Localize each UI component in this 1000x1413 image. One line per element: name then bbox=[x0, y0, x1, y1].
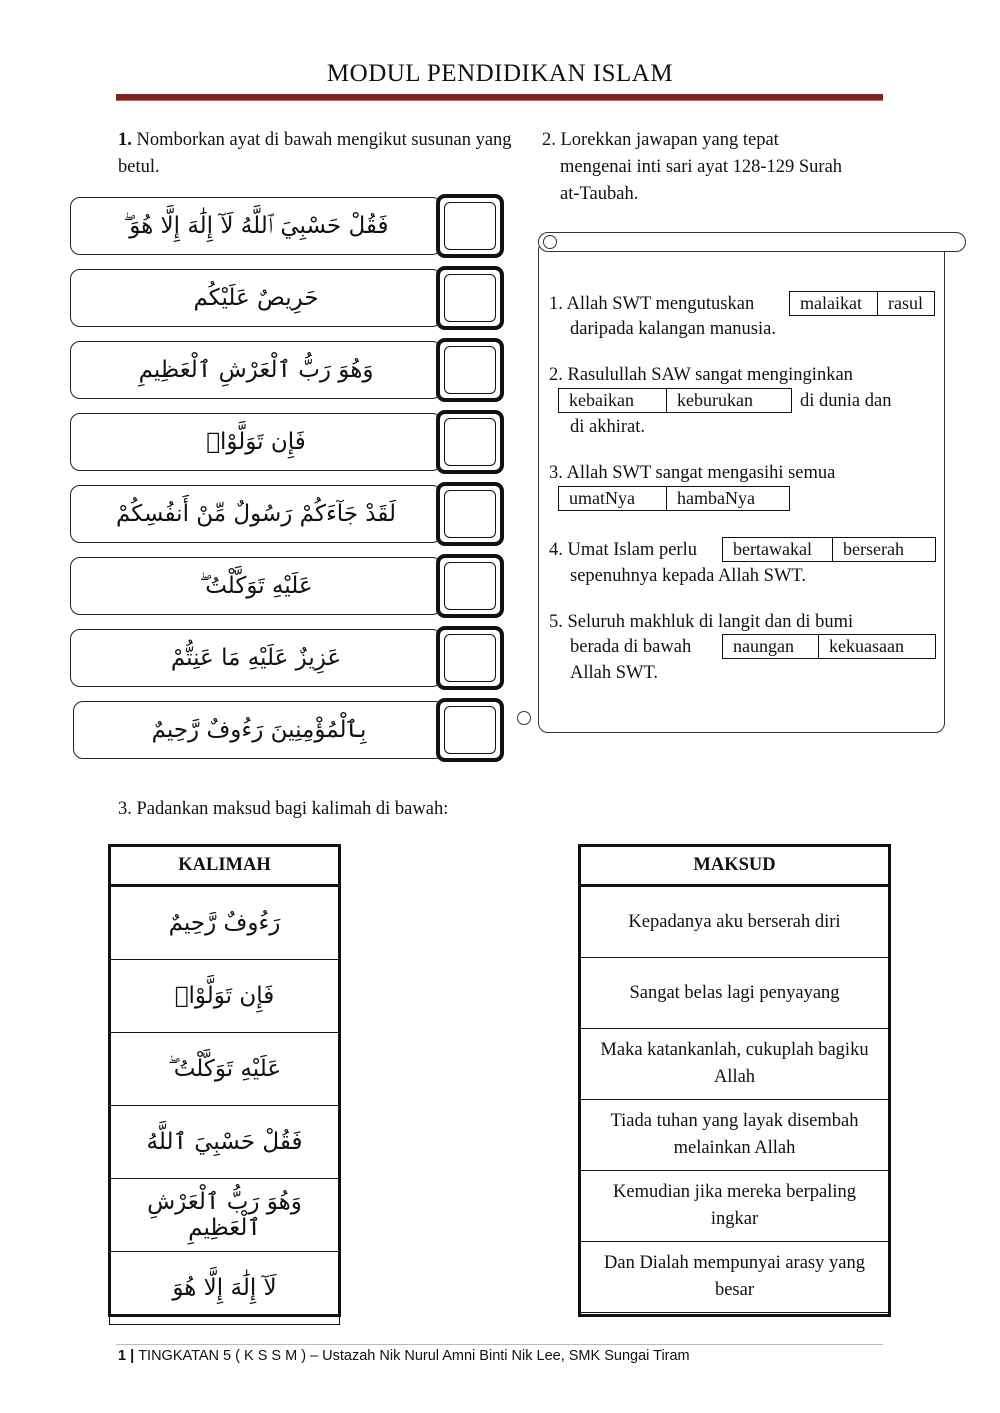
ayat-number-box-6[interactable] bbox=[436, 554, 504, 618]
maksud-header: MAKSUD bbox=[580, 846, 890, 886]
ayat-number-box-1[interactable] bbox=[436, 194, 504, 258]
header-divider bbox=[116, 94, 883, 101]
q2-item-3-line1: 3. Allah SWT sangat mengasihi semua bbox=[549, 463, 836, 483]
ayat-card-6: عَلَيْهِ تَوَكَّلْتُ ۖ bbox=[70, 557, 442, 615]
maksud-cell-1[interactable]: Kepadanya aku berserah diri bbox=[580, 886, 890, 958]
q2-instruction-block bbox=[542, 127, 902, 208]
ayat-number-box-2[interactable] bbox=[436, 266, 504, 330]
q2-item-2-line1: 2. Rasulullah SAW sangat menginginkan bbox=[549, 365, 853, 385]
footer-separator: | bbox=[126, 1348, 139, 1364]
kalimah-cell-1[interactable]: رَءُوفٌ رَّحِيمٌ bbox=[110, 886, 340, 960]
q2-item-4-option-berserah[interactable]: berserah bbox=[832, 537, 936, 562]
ayat-card-8: بِٱلْمُؤْمِنِينَ رَءُوفٌ رَّحِيمٌ bbox=[73, 701, 445, 759]
ayat-number-box-4[interactable] bbox=[436, 410, 504, 474]
footer-page-number: 1 bbox=[118, 1348, 127, 1364]
q2-item-2-option-kebaikan[interactable]: kebaikan bbox=[558, 388, 668, 413]
ayat-card-5: لَقَدْ جَآءَكُمْ رَسُولٌ مِّنْ أَنفُسِكُمْ bbox=[70, 485, 442, 543]
q2-item-1-option-malaikat[interactable]: malaikat bbox=[789, 291, 879, 316]
q2-item-1-option-rasul[interactable]: rasul bbox=[877, 291, 935, 316]
scroll-curl-bottom bbox=[517, 711, 531, 725]
scroll-curl-top bbox=[543, 235, 557, 249]
q2-item-5-line2: berada di bawah bbox=[570, 637, 692, 657]
q2-item-5-option-naungan[interactable]: naungan bbox=[722, 634, 820, 659]
kalimah-cell-5[interactable]: وَهُوَ رَبُّ ٱلْعَرْشِ ٱلْعَظِيمِ bbox=[110, 1179, 340, 1252]
q2-instruction-line3: at-Taubah. bbox=[560, 184, 639, 204]
footer-text: TINGKATAN 5 ( K S S M ) – Ustazah Nik Nurul Amni Binti Nik Lee, SMK Sungai Tiram bbox=[138, 1348, 690, 1364]
maksud-cell-2[interactable]: Sangat belas lagi penyayang bbox=[580, 958, 890, 1029]
footer bbox=[118, 1348, 690, 1364]
q2-item-5-option-kekuasaan[interactable]: kekuasaan bbox=[818, 634, 936, 659]
kalimah-header: KALIMAH bbox=[110, 846, 340, 886]
footer-divider bbox=[116, 1344, 883, 1345]
q2-item-1-line2: daripada kalangan manusia. bbox=[570, 319, 776, 339]
q2-item-3-option-umatnya[interactable]: umatNya bbox=[558, 486, 668, 511]
ayat-number-box-5[interactable] bbox=[436, 482, 504, 546]
q2-item-4-line2: sepenuhnya kepada Allah SWT. bbox=[570, 566, 806, 586]
scroll-top-roll bbox=[538, 232, 966, 252]
kalimah-cell-6[interactable]: لَآ إِلَٰهَ إِلَّا هُوَ bbox=[110, 1252, 340, 1325]
ayat-card-2: حَرِيصٌ عَلَيْكُم bbox=[70, 269, 442, 327]
q2-item-4-line1: 4. Umat Islam perlu bbox=[549, 540, 697, 560]
q1-instruction: Nomborkan ayat di bawah mengikut susunan yang betul. bbox=[118, 130, 512, 177]
q2-item-4-option-bertawakal[interactable]: bertawakal bbox=[722, 537, 834, 562]
kalimah-table bbox=[109, 845, 340, 1325]
q2-item-5-line3: Allah SWT. bbox=[570, 663, 659, 683]
ayat-number-box-7[interactable] bbox=[436, 626, 504, 690]
page-title: MODUL PENDIDIKAN ISLAM bbox=[326, 60, 674, 87]
q2-item-2-line3: di akhirat. bbox=[570, 417, 646, 437]
q3-instruction: 3. Padankan maksud bagi kalimah di bawah: bbox=[118, 799, 449, 819]
q2-item-1-line1: 1. Allah SWT mengutuskan bbox=[549, 294, 755, 314]
q2-item-5-line1: 5. Seluruh makhluk di langit dan di bumi bbox=[549, 612, 854, 632]
ayat-card-3: وَهُوَ رَبُّ ٱلْعَرْشِ ٱلْعَظِيمِ bbox=[70, 341, 442, 399]
q1-number: 1. bbox=[118, 130, 132, 150]
kalimah-cell-4[interactable]: فَقُلْ حَسْبِيَ ٱللَّهُ bbox=[110, 1106, 340, 1179]
q2-instruction-line1: 2. Lorekkan jawapan yang tepat bbox=[542, 130, 779, 150]
ayat-number-box-3[interactable] bbox=[436, 338, 504, 402]
q1-instruction-block bbox=[118, 127, 518, 181]
q2-item-2-option-keburukan[interactable]: keburukan bbox=[666, 388, 792, 413]
ayat-number-box-8[interactable] bbox=[436, 698, 504, 762]
ayat-card-1: فَقُلْ حَسْبِيَ ٱللَّهُ لَآ إِلَٰهَ إِلَّا هُوَ ۖ bbox=[70, 197, 442, 255]
maksud-table bbox=[579, 845, 890, 1313]
q2-item-3-option-hambanya[interactable]: hambaNya bbox=[666, 486, 790, 511]
ayat-card-4: فَإِن تَوَلَّوْا۟ bbox=[70, 413, 442, 471]
maksud-cell-5[interactable]: Kemudian jika mereka berpaling ingkar bbox=[580, 1171, 890, 1242]
maksud-cell-6[interactable]: Dan Dialah mempunyai arasy yang besar bbox=[580, 1242, 890, 1313]
maksud-cell-4[interactable]: Tiada tuhan yang layak disembah melainkan Allah bbox=[580, 1100, 890, 1171]
q2-item-2-line2: di dunia dan bbox=[800, 391, 892, 411]
maksud-cell-3[interactable]: Maka katankanlah, cukuplah bagiku Allah bbox=[580, 1029, 890, 1100]
kalimah-cell-3[interactable]: عَلَيْهِ تَوَكَّلْتُ ۖ bbox=[110, 1033, 340, 1106]
ayat-card-7: عَزِيزٌ عَلَيْهِ مَا عَنِتُّمْ bbox=[70, 629, 442, 687]
kalimah-cell-2[interactable]: فَإِن تَوَلَّوْا۟ bbox=[110, 960, 340, 1033]
q2-instruction-line2: mengenai inti sari ayat 128-129 Surah bbox=[560, 157, 843, 177]
